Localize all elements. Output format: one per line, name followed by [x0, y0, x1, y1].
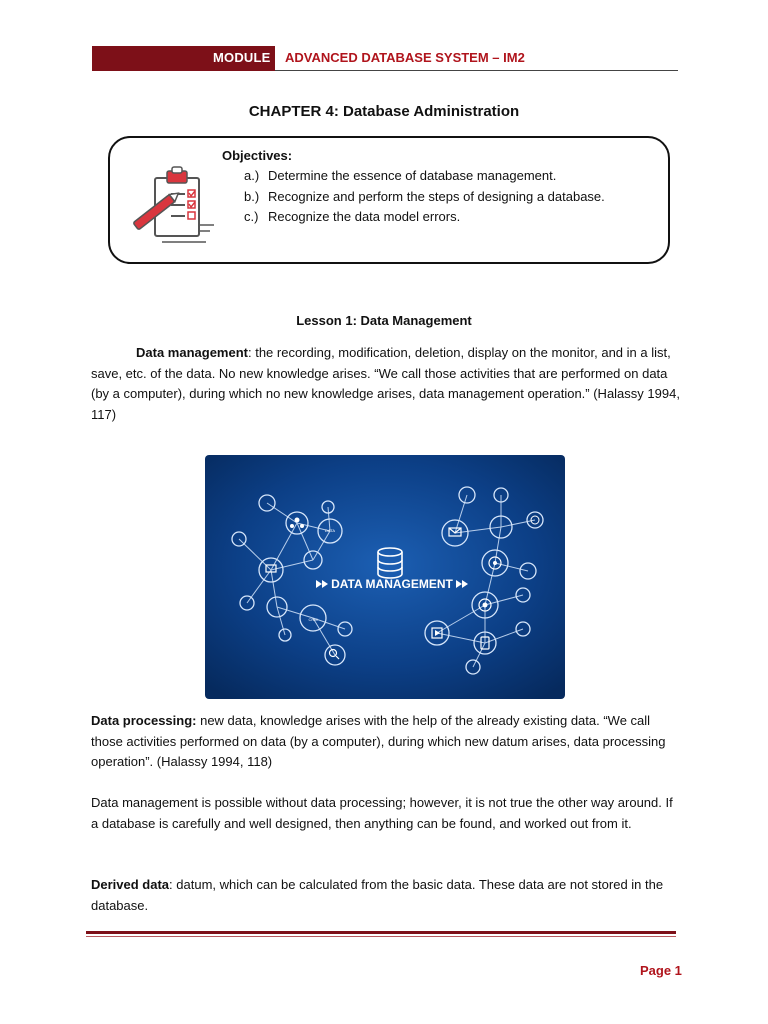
objective-text: Recognize and perform the steps of designing a database. [268, 188, 605, 204]
data-management-text: : the recording, modification, deletion, display on the monitor, and in a list, save, etc. of the data. No new knowledge arises. “We call those activities that are performed on data (by a computer), during which no new knowledge arises, data management operation.” (Halassy 1994, 117) [91, 345, 680, 422]
objectives-title: Objectives: [222, 148, 293, 163]
chapter-title: CHAPTER 4: Database Administration [248, 103, 520, 120]
data-management-paragraph [91, 343, 681, 425]
clipboard-checklist-icon [126, 165, 218, 247]
term-derived-data: Derived data [91, 877, 170, 892]
objective-text: Determine the essence of database management. [268, 168, 557, 183]
module-title: ADVANCED DATABASE SYSTEM – IM2 [285, 50, 525, 65]
objective-item [244, 207, 605, 228]
objective-marker: c.) [244, 209, 259, 224]
objective-marker: b.) [244, 188, 260, 204]
header-rule [275, 70, 678, 71]
objective-text: Recognize the data model errors. [268, 209, 461, 224]
data-processing-paragraph [91, 711, 681, 773]
term-data-management: Data management [136, 345, 248, 360]
page-number: Page 1 [640, 963, 682, 978]
derived-data-paragraph [91, 875, 681, 916]
term-data-processing: Data processing: [91, 713, 197, 728]
mini-label-data: DATA [324, 528, 336, 533]
objective-item [244, 187, 605, 208]
mini-label-crm: CRM [308, 617, 318, 622]
module-label: MODULE [213, 50, 271, 65]
objectives-list [244, 166, 605, 228]
data-processing-text: new data, knowledge arises with the help of the already existing data. “We call those activities performed on data (by a computer), during which new datum arises, data processing operation”. (Halassy 1994, 118) [91, 713, 666, 769]
image-caption: DATA MANAGEMENT [331, 577, 453, 591]
footer-rule [86, 931, 676, 934]
footer-rule-thin [86, 936, 676, 937]
objective-marker: a.) [244, 168, 260, 183]
data-management-illustration [205, 455, 565, 699]
derived-data-text: : datum, which can be calculated from the basic data. These data are not stored in the database. [91, 877, 664, 913]
objective-item [244, 166, 605, 187]
management-without-processing-paragraph: Data management is possible without data processing; however, it is not true the other way around. If a database is carefully and well designed, then anything can be found, and worked out from it. [91, 795, 673, 831]
lesson-title: Lesson 1: Data Management [296, 313, 472, 328]
